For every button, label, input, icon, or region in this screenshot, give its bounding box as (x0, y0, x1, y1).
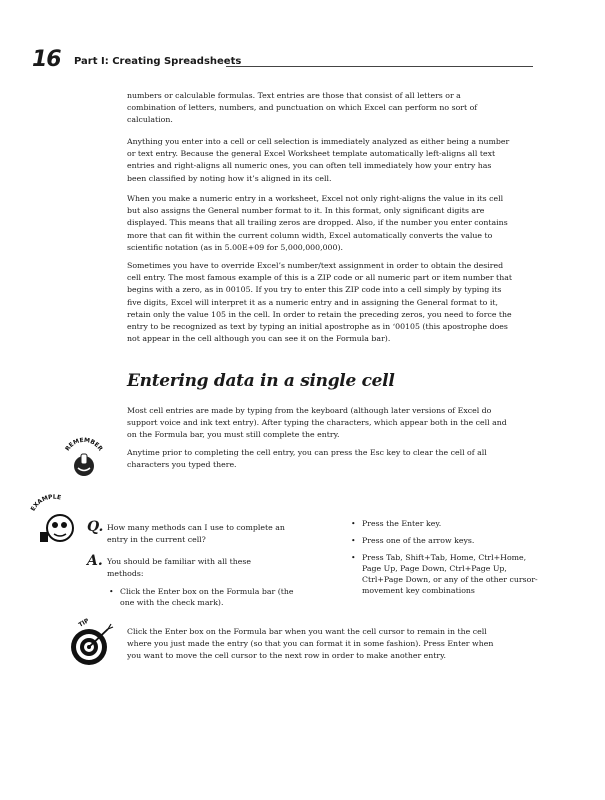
section-heading: Entering data in a single cell (127, 371, 395, 391)
tip-label: TIP (77, 617, 91, 629)
header-rule (226, 66, 533, 67)
question-letter: Q. (87, 519, 104, 535)
running-head: Part I: Creating Spreadsheets (74, 56, 242, 67)
question-text: How many methods can I use to complete an entry in the current cell? (107, 523, 285, 544)
example-label: EXAMPLE (29, 494, 62, 513)
page-number: 16 (32, 47, 61, 72)
tip-text: Click the Enter box on the Formula bar when you want the cell cursor to remain in the cell where you just made the entry (so that you can format it in some fashion). Press Enter when you want to move the cell cursor to the next row in order to make another entry. (127, 627, 494, 661)
list-item: • Press one of the arrow keys. (349, 535, 539, 546)
example-icon (26, 494, 84, 548)
paragraph-1: numbers or calculable formulas. Text entries are those that consist of all letters or a combination of letters, numbers, and punctuation on which Excel can perform no sort of calculation. (127, 91, 478, 125)
remember-text: Anytime prior to completing the cell entry, you can press the Esc key to clear the cell of all characters you typed there. (127, 448, 487, 470)
paragraph-4: Sometimes you have to override Excel’s number/text assignment in order to obtain the desired cell entry. The most famous example of this is a ZIP code or all numeric part or item number that begins with a zero, as in 00105. If you try to enter this ZIP code into a cell simply by typing its five digits, Excel will interpret it as a numeric entry and in assigning the General format to it, retain only the value 105 in the cell. In order to retain the preceding zeros, you need to force the entry to be recognized as text by typing an initial apostrophe as in ‘00105 (this apostrophe does not appear in the cell although you can see it on the Formula bar). (127, 261, 512, 344)
list-item: • Click the Enter box on the Formula bar (the one with the check mark). (107, 586, 297, 608)
answer-bullets-right (349, 518, 539, 602)
tip-icon (64, 617, 114, 669)
remember-icon (58, 432, 110, 478)
paragraph-3: When you make a numeric entry in a worksheet, Excel not only right-aligns the value in its cell but also assigns the General number format to it. In this format, only significant digits are displayed. This means that all trailing zeros are dropped. Also, if the number you enter contains more that can fit within the current column width, Excel automatically converts the value to scientific notation (as in 5.00E+09 for 5,000,000,000). (127, 194, 508, 252)
paragraph-2: Anything you enter into a cell or cell selection is immediately analyzed as either being a number or text entry. Because the general Excel Worksheet template automatically left-aligns all text entries and right-aligns all numeric ones, you can often tell immediately how your entry has been classified by noting how it’s aligned in its cell. (127, 137, 510, 183)
answer-text: You should be familiar with all these methods: (107, 557, 252, 578)
answer-letter: A. (87, 553, 103, 569)
section-intro: Most cell entries are made by typing from the keyboard (although later versions of Excel do support voice and ink text entry). After typing the characters, which appear both in the cell and on the Formula bar, you must still complete the entry. (127, 406, 507, 440)
answer-bullets-left (107, 586, 297, 614)
list-item: • Press the Enter key. (349, 518, 539, 529)
list-item: • Press Tab, Shift+Tab, Home, Ctrl+Home, Page Up, Page Down, Ctrl+Page Up, Ctrl+Page Down, or any of the other cursor-movement key combinations (349, 552, 539, 596)
remember-label: REMEMBER (64, 436, 104, 453)
